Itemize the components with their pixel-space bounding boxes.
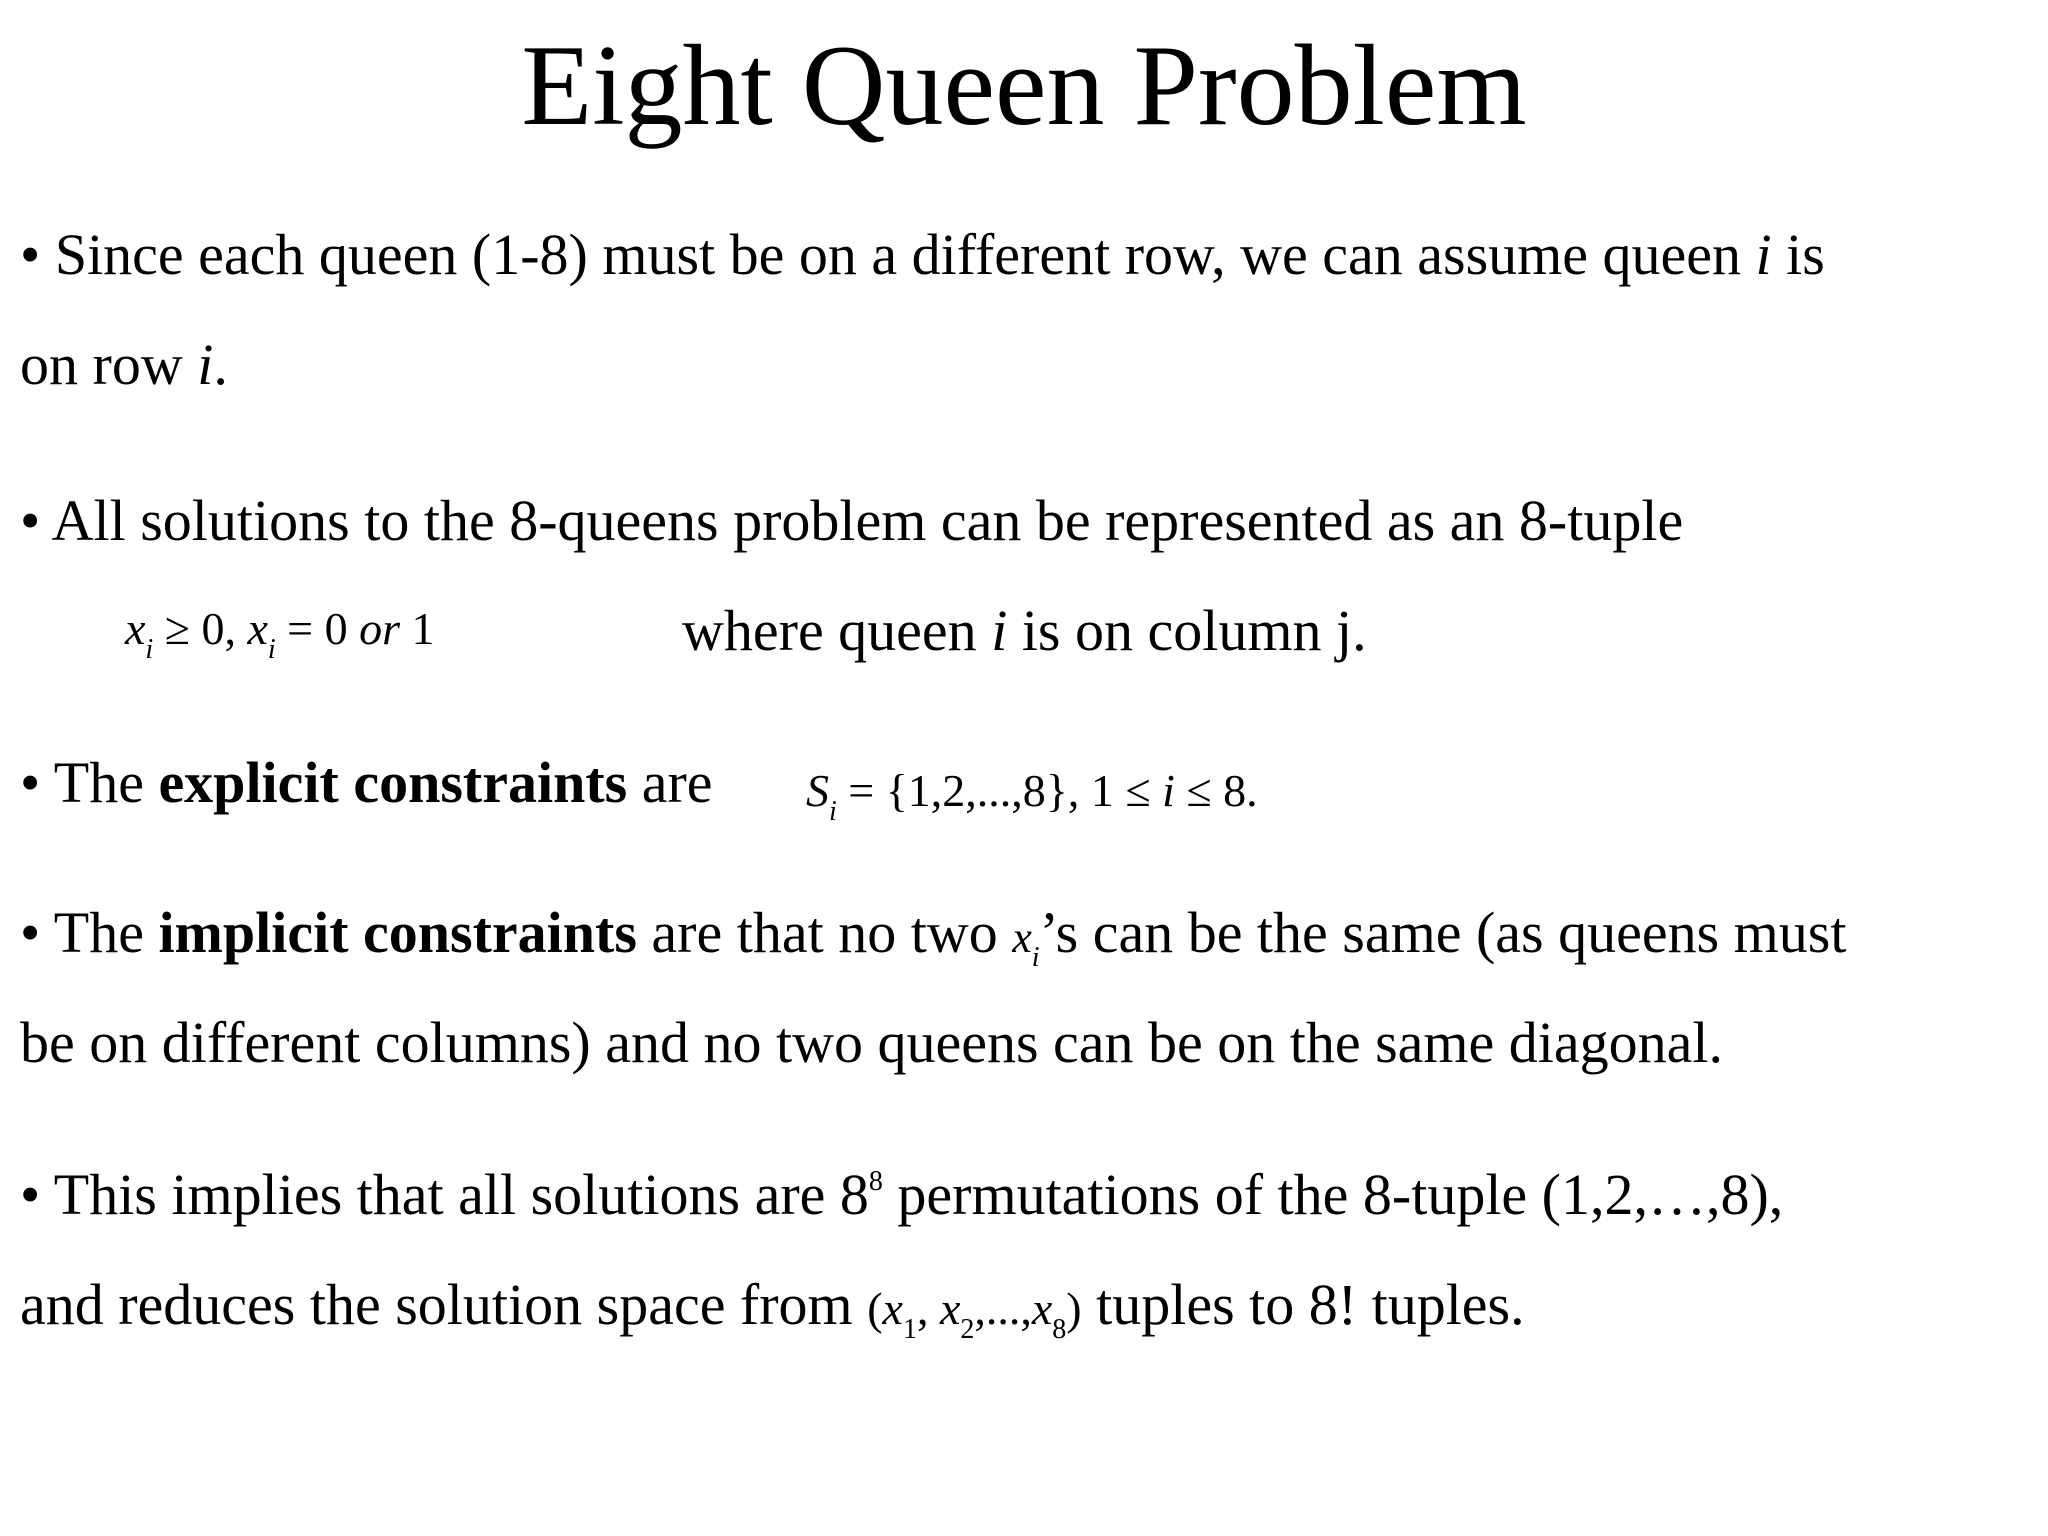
tuple-formula	[867, 1283, 1082, 1345]
bullet-1-line2-post: .	[213, 332, 228, 397]
bullet-3-mid: are	[627, 750, 713, 815]
tuple-dots: ,...,	[974, 1283, 1032, 1334]
bullet-4-mid: are that no two	[636, 900, 1013, 965]
bullet-2-line-2	[682, 596, 1367, 666]
bullet-1-line-1	[20, 220, 1825, 290]
formula-set: = {1,2,...,8}, 1 ≤	[836, 765, 1163, 816]
formula-sub-i: i	[145, 634, 154, 665]
formula-sub-i: i	[267, 634, 276, 665]
tuple-comma: ,	[916, 1283, 940, 1334]
tuple-close: )	[1066, 1283, 1082, 1334]
bullet-marker: •	[20, 750, 41, 815]
bullet-5-line2-post: tuples to 8! tuples.	[1081, 1272, 1525, 1337]
bullet-2-line2-pre: where queen	[682, 598, 992, 663]
formula-sub-i: i	[829, 796, 837, 827]
bullet-marker: •	[20, 488, 41, 553]
bullet-3-pre: The	[53, 750, 159, 815]
bullet-1-line-2	[20, 330, 228, 400]
bullet-2-formula	[125, 594, 435, 664]
bullet-4-line-1	[20, 898, 1846, 973]
formula-var-i: i	[1162, 765, 1175, 816]
tuple-sub-8: 8	[1052, 1314, 1067, 1345]
bullet-4-line2: be on different columns) and no two queens can be on the same diagonal.	[20, 1010, 1723, 1075]
tuple-sub-1: 1	[902, 1314, 917, 1345]
bullet-2-line2-post: is on column j.	[1007, 598, 1367, 663]
bullet-marker: •	[20, 222, 41, 287]
power-exponent: 8	[868, 1166, 883, 1197]
tuple-sub-2: 2	[960, 1314, 975, 1345]
power-base: 8	[839, 1162, 869, 1227]
tuple-var-x8: x	[1031, 1283, 1053, 1334]
bullet-5-post: permutations of the 8-tuple (1,2,…,8),	[882, 1162, 1784, 1227]
bullet-4-line-2	[20, 1008, 1723, 1078]
bullet-2-text: All solutions to the 8-queens problem can be represented as an 8-tuple	[51, 488, 1684, 553]
bullet-1-line2-pre: on row	[20, 332, 198, 397]
bullet-1-line2-var-i: i	[197, 332, 214, 397]
formula-tail: ≤ 8.	[1174, 765, 1258, 816]
implicit-constraints-term: implicit constraints	[158, 900, 637, 965]
bullet-5-line2-pre: and reduces the solution space from	[20, 1272, 868, 1337]
formula-sub-i: i	[1031, 942, 1040, 973]
slide-title: Eight Queen Problem	[521, 22, 1527, 150]
bullet-2-line2-var-i: i	[991, 598, 1008, 663]
bullet-5-line-1	[20, 1160, 1783, 1230]
tuple-var-x1: x	[882, 1283, 903, 1334]
bullet-3-formula	[806, 756, 1258, 826]
formula-var-S: S	[806, 765, 829, 816]
bullet-2-line-1	[20, 486, 1683, 556]
bullet-marker: •	[20, 900, 41, 965]
explicit-constraints-term: explicit constraints	[158, 750, 628, 815]
bullet-5-pre: This implies that all solutions are	[53, 1162, 840, 1227]
formula-or: or	[359, 603, 401, 654]
bullet-1-text-post: is	[1771, 222, 1825, 287]
tuple-var-x2: x	[939, 1283, 961, 1334]
bullet-4-pre: The	[53, 900, 159, 965]
formula-one: 1	[400, 603, 435, 654]
tuple-open: (	[867, 1283, 883, 1334]
formula-relation: = 0	[275, 603, 360, 654]
bullet-5-line-2	[20, 1270, 1525, 1344]
bullet-3-line	[20, 748, 713, 818]
formula-relation: ≥ 0,	[153, 603, 248, 654]
bullet-1-var-i: i	[1755, 222, 1772, 287]
formula-var-x: x	[247, 603, 268, 654]
formula-var-x: x	[125, 603, 146, 654]
bullet-marker: •	[20, 1162, 41, 1227]
formula-var-x: x	[1012, 913, 1032, 962]
bullet-1-text-pre: Since each queen (1-8) must be on a different row, we can assume queen	[54, 222, 1756, 287]
bullet-4-post: ’s can be the same (as queens must	[1039, 900, 1847, 965]
